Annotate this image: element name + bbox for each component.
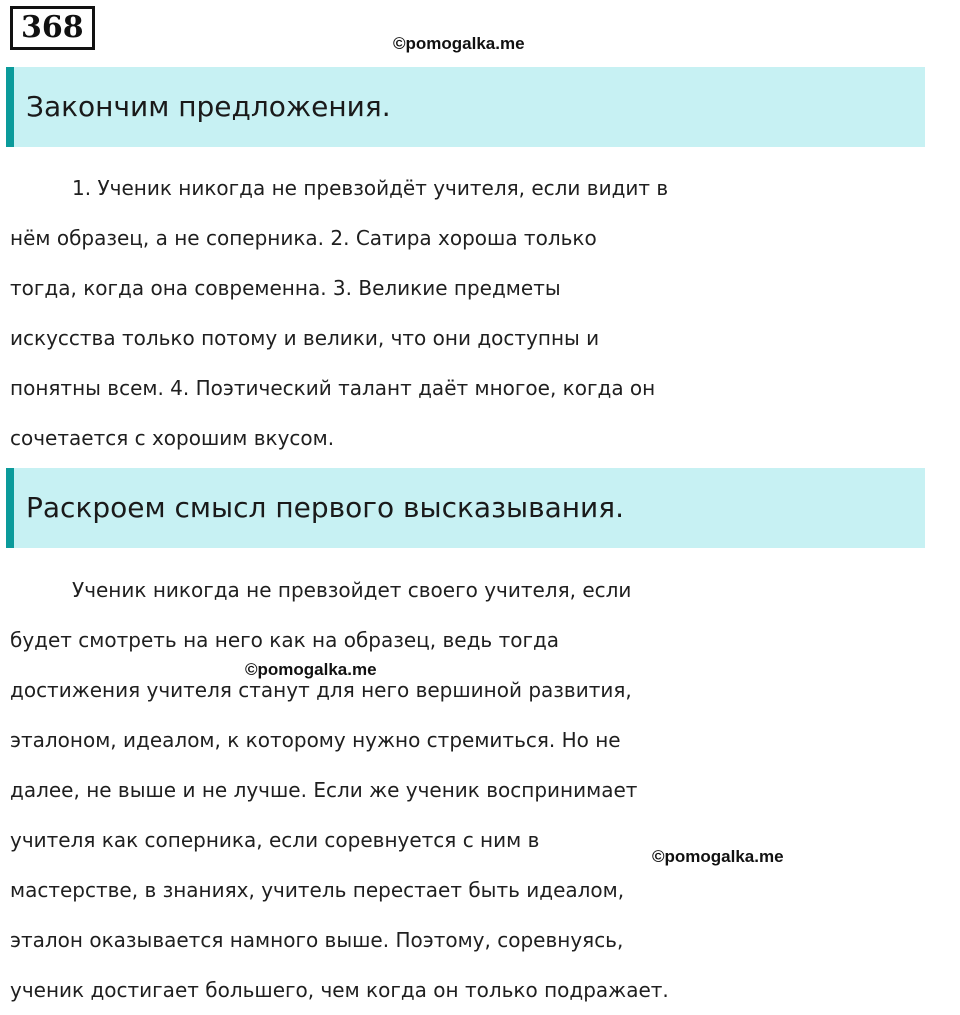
section2-heading-box <box>6 468 925 548</box>
paragraph-line: ученик достигает большего, чем когда он только подражает. <box>10 978 669 1002</box>
task-number-badge: 368 <box>10 6 95 50</box>
paragraph-line: учителя как соперника, если соревнуется с ним в <box>10 828 540 852</box>
paragraph-line: сочетается с хорошим вкусом. <box>10 426 335 450</box>
paragraph-line: будет смотреть на него как на образец, ведь тогда <box>10 628 560 652</box>
section1-heading-box <box>6 67 925 147</box>
paragraph-line: 1. Ученик никогда не превзойдёт учителя, если видит в <box>72 176 669 200</box>
section1-heading: Закончим предложения. <box>26 90 391 123</box>
section2-heading: Раскроем смысл первого высказывания. <box>26 491 624 524</box>
paragraph-line: достижения учителя станут для него вершиной развития, <box>10 678 632 702</box>
paragraph-line: нём образец, а не соперника. 2. Сатира хороша только <box>10 226 597 250</box>
watermark-top: ©pomogalka.me <box>393 34 525 53</box>
paragraph-line: мастерстве, в знаниях, учитель перестает быть идеалом, <box>10 878 625 902</box>
paragraph-line: эталон оказывается намного выше. Поэтому, соревнуясь, <box>10 928 624 952</box>
section2-paragraph <box>10 565 952 1015</box>
paragraph-line: понятны всем. 4. Поэтический талант даёт многое, когда он <box>10 376 656 400</box>
paragraph-line: тогда, когда она современна. 3. Великие предметы <box>10 276 561 300</box>
paragraph-line: Ученик никогда не превзойдет своего учителя, если <box>72 578 632 602</box>
watermark-lower: ©pomogalka.me <box>652 847 784 866</box>
watermark-middle: ©pomogalka.me <box>245 660 377 679</box>
paragraph-line: далее, не выше и не лучше. Если же ученик воспринимает <box>10 778 638 802</box>
section1-paragraph <box>10 163 952 463</box>
paragraph-line: искусства только потому и велики, что они доступны и <box>10 326 600 350</box>
paragraph-line: эталоном, идеалом, к которому нужно стремиться. Но не <box>10 728 621 752</box>
